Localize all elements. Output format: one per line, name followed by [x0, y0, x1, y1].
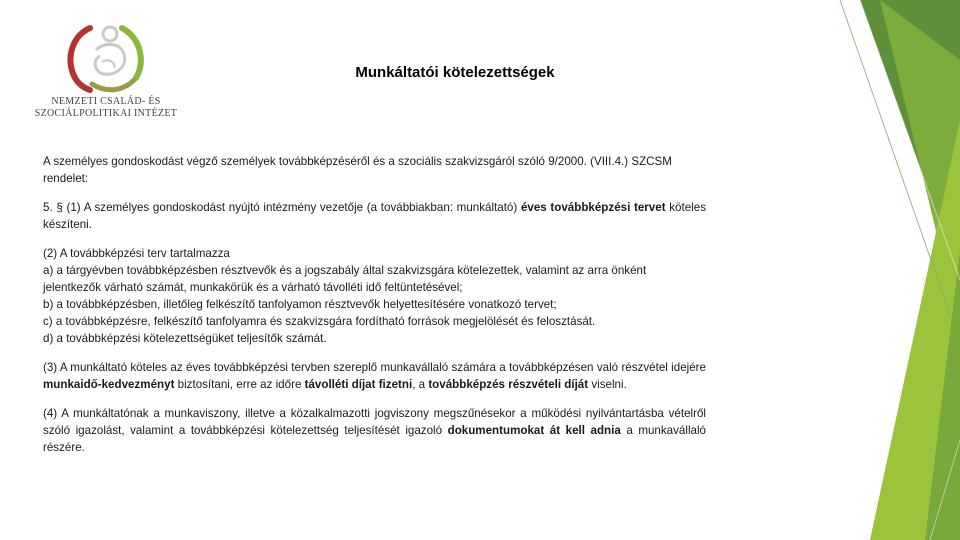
paragraph-3-bold-1: munkaidő-kedvezményt	[43, 378, 175, 391]
paragraph-4-bold: dokumentumokat át kell adnia	[447, 424, 621, 437]
paragraph-2-lead: (2) A továbbképzési terv tartalmazza	[43, 247, 230, 260]
paragraph-3-bold-2: távolléti díjat fizetni	[304, 378, 413, 391]
paragraph-3	[43, 359, 706, 393]
list-item-a: a) a tárgyévben továbbképzésben résztvevők és a jogszabály által szakvizsgára kötelezettek, valamint az arra önként jelentkezők várható számát, munkakörük és a várható távolléti idő feltüntetésével;	[43, 264, 647, 294]
paragraph-3-text-3: , a	[412, 378, 429, 391]
paragraph-2	[43, 245, 706, 347]
institute-logo	[26, 18, 186, 128]
paragraph-3-text-4: viselni.	[588, 378, 627, 391]
decorative-green-facets	[720, 0, 960, 540]
list-item-c: c) a továbbképzésre, felkészítő tanfolyamra és szakvizsgára fordítható források megjelölését és felosztását.	[43, 315, 596, 328]
paragraph-4-text-2: a munkavállaló részére.	[43, 424, 706, 454]
list-item-d: d) a továbbképzési kötelezettségüket teljesítők számát.	[43, 332, 327, 345]
paragraph-1-text-end: köteles készíteni.	[43, 201, 706, 231]
paragraph-1-bold: éves továbbképzési tervet	[520, 201, 666, 214]
family-emblem-icon	[60, 18, 152, 94]
paragraph-3-text-1: (3) A munkáltató köteles az éves továbbképzési tervben szereplő munkavállaló számára a továbbképzésen való részvétel idejére	[43, 361, 706, 374]
document-body	[43, 153, 706, 468]
logo-text-line2: SZOCIÁLPOLITIKAI INTÉZET	[34, 108, 178, 119]
paragraph-3-bold-3: továbbképzés részvételi díját	[428, 378, 589, 391]
list-item-b: b) a továbbképzésben, illetőleg felkészítő tanfolyamon résztvevők helyettesítésére vonatkozó tervet;	[43, 298, 557, 311]
intro-paragraph: A személyes gondoskodást végző személyek továbbképzéséről és a szociális szakvizsgáról szóló 9/2000. (VIII.4.) SZCSM rendelet:	[43, 155, 672, 185]
paragraph-4-text-1: (4) A munkáltatónak a munkaviszony, illetve a közalkalmazotti jogviszony megszűnésekor a működési nyilvántartásba vételről szóló igazolást, valamint a továbbképzési kötelezettség teljesítését igazoló	[43, 407, 706, 437]
page-title: Munkáltatói kötelezettségek	[355, 64, 555, 81]
paragraph-1	[43, 199, 706, 233]
paragraph-3-text-2: biztosítani, erre az időre	[174, 378, 305, 391]
paragraph-1-text: 5. § (1) A személyes gondoskodást nyújtó intézmény vezetője (a továbbiakban: munkáltató)	[43, 201, 521, 214]
paragraph-4	[43, 405, 706, 456]
logo-text-line1: NEMZETI CSALÁD- ÉS	[51, 96, 161, 107]
